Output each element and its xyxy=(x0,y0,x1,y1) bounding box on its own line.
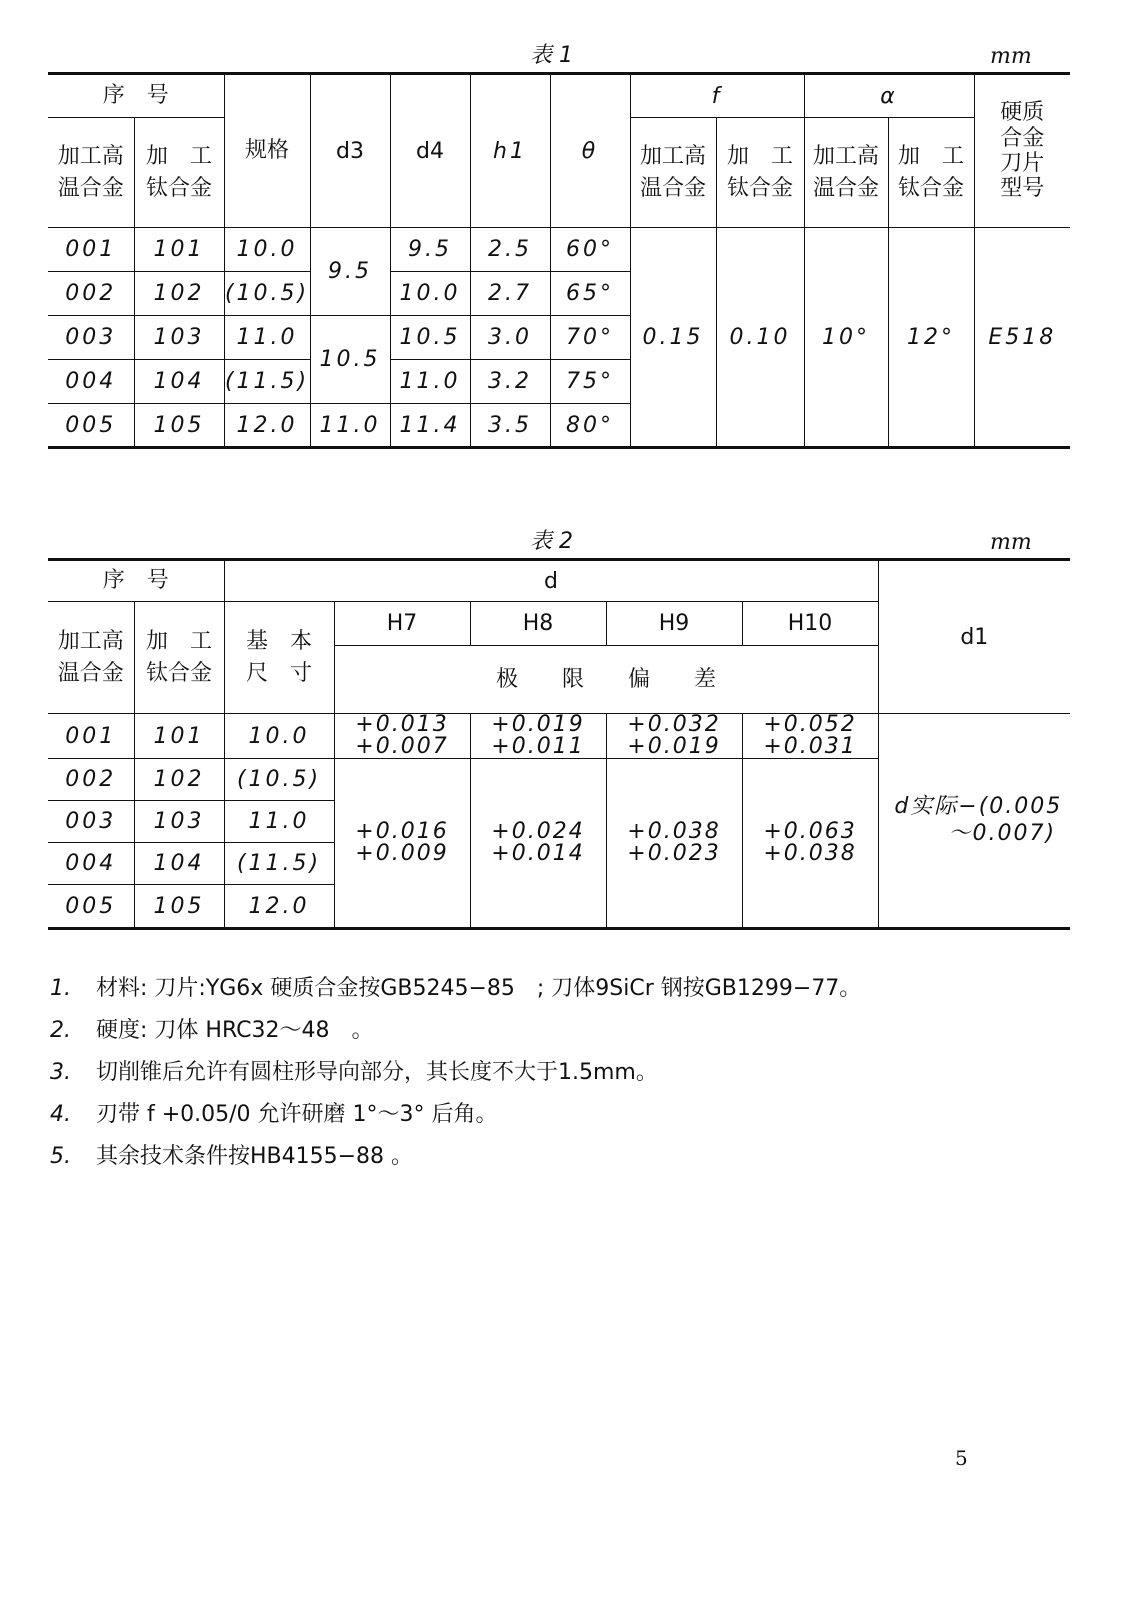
t1-cell-f-ht: 0.15 xyxy=(630,228,716,448)
table-row xyxy=(48,228,1070,272)
t1-cell-d4: 10.0 xyxy=(390,272,470,316)
t1-head-f: f xyxy=(630,74,804,118)
t2-cell-basic: (11.5) xyxy=(224,843,334,885)
t2-cell-d1: d实际−(0.005 ～0.007) xyxy=(878,714,1070,929)
t1-cell-h1: 2.7 xyxy=(470,272,550,316)
note-item xyxy=(50,1010,1110,1052)
t1-cell-carbide: E518 xyxy=(974,228,1070,448)
t2-head-seq: 序 号 xyxy=(48,560,224,602)
t2-cell-ti: 101 xyxy=(134,714,224,759)
t2-head-basic: 基 本 尺 寸 xyxy=(224,602,334,714)
t1-head-a-htalloy: 加工高 温合金 xyxy=(804,118,888,228)
t1-head-a-tialloy: 加 工 钛合金 xyxy=(888,118,974,228)
t2-head-h9: H9 xyxy=(606,602,742,646)
t2-cell-ti: 104 xyxy=(134,843,224,885)
table1-title: 表 1 xyxy=(530,43,573,68)
t1-cell-ht: 005 xyxy=(48,404,134,448)
t1-cell-d4: 11.4 xyxy=(390,404,470,448)
note-number: 4. xyxy=(50,1102,71,1127)
t1-cell-h1: 2.5 xyxy=(470,228,550,272)
t1-cell-d3: 10.5 xyxy=(310,316,390,404)
t2-cell-h8: +0.019 +0.011 xyxy=(470,714,606,759)
t2-cell-ht: 004 xyxy=(48,843,134,885)
t2-head-h10: H10 xyxy=(742,602,878,646)
t2-cell-ht: 003 xyxy=(48,801,134,843)
t2-cell-ht: 001 xyxy=(48,714,134,759)
t1-cell-d4: 10.5 xyxy=(390,316,470,360)
t2-cell-ht: 002 xyxy=(48,759,134,801)
t1-cell-ti: 105 xyxy=(134,404,224,448)
t1-head-seq: 序 号 xyxy=(48,74,224,118)
note-text: 材料: 刀片:YG6x 硬质合金按GB5245−85 ; 刀体9SiCr 钢按GB1299−77。 xyxy=(96,976,862,1001)
t1-cell-ti: 102 xyxy=(134,272,224,316)
t1-head-spec: 规格 xyxy=(224,74,310,228)
t1-cell-d3: 11.0 xyxy=(310,404,390,448)
t2-head-d: d xyxy=(224,560,878,602)
t2-cell-ti: 105 xyxy=(134,885,224,929)
note-item xyxy=(50,1094,1110,1136)
t2-head-d1: d1 xyxy=(878,560,1070,714)
table1 xyxy=(48,72,1070,449)
t2-cell-basic: 10.0 xyxy=(224,714,334,759)
t1-cell-spec: 12.0 xyxy=(224,404,310,448)
t2-cell-ti: 103 xyxy=(134,801,224,843)
t1-cell-a-ht: 10° xyxy=(804,228,888,448)
t2-cell-basic: (10.5) xyxy=(224,759,334,801)
t1-cell-ti: 103 xyxy=(134,316,224,360)
t1-head-f-htalloy: 加工高 温合金 xyxy=(630,118,716,228)
note-number: 3. xyxy=(50,1060,71,1085)
page-number: 5 xyxy=(955,1446,968,1470)
t1-cell-theta: 60° xyxy=(550,228,630,272)
t1-head-theta: θ xyxy=(550,74,630,228)
t2-head-deviation: 极 限 偏 差 xyxy=(334,646,878,714)
note-text: 刃带 f +0.05/0 允许研磨 1°～3° 后角。 xyxy=(96,1102,498,1127)
t1-cell-ht: 002 xyxy=(48,272,134,316)
table-row xyxy=(48,714,1070,759)
t2-cell-h8-rest: +0.024 +0.014 xyxy=(470,759,606,929)
t1-head-f-tialloy: 加 工 钛合金 xyxy=(716,118,804,228)
note-number: 2. xyxy=(50,1018,71,1043)
t2-cell-h10: +0.052 +0.031 xyxy=(742,714,878,759)
t1-cell-ht: 001 xyxy=(48,228,134,272)
t1-cell-d4: 11.0 xyxy=(390,360,470,404)
t2-cell-basic: 11.0 xyxy=(224,801,334,843)
t1-head-htalloy: 加工高 温合金 xyxy=(48,118,134,228)
t1-cell-h1: 3.2 xyxy=(470,360,550,404)
t1-head-carbide: 硬质 合金 刀片 型号 xyxy=(974,74,1070,228)
t1-head-d4: d4 xyxy=(390,74,470,228)
note-text: 切削锥后允许有圆柱形导向部分，其长度不大于1.5mm。 xyxy=(96,1060,658,1085)
t1-cell-theta: 65° xyxy=(550,272,630,316)
t2-head-h7: H7 xyxy=(334,602,470,646)
t2-cell-h7-rest: +0.016 +0.009 xyxy=(334,759,470,929)
note-item xyxy=(50,1052,1110,1094)
t2-cell-h9-rest: +0.038 +0.023 xyxy=(606,759,742,929)
t1-head-alpha: α xyxy=(804,74,974,118)
t1-cell-h1: 3.0 xyxy=(470,316,550,360)
t2-cell-h9: +0.032 +0.019 xyxy=(606,714,742,759)
note-item xyxy=(50,968,1110,1010)
t1-cell-h1: 3.5 xyxy=(470,404,550,448)
t1-cell-ht: 003 xyxy=(48,316,134,360)
t1-cell-ht: 004 xyxy=(48,360,134,404)
note-text: 其余技术条件按HB4155−88 。 xyxy=(96,1144,414,1169)
note-number: 5. xyxy=(50,1144,71,1169)
t2-head-htalloy: 加工高 温合金 xyxy=(48,602,134,714)
table2-unit: mm xyxy=(990,530,1032,555)
t1-cell-a-ti: 12° xyxy=(888,228,974,448)
t2-cell-h7: +0.013 +0.007 xyxy=(334,714,470,759)
note-number: 1. xyxy=(50,976,71,1001)
t1-cell-spec: (11.5) xyxy=(224,360,310,404)
t1-cell-theta: 70° xyxy=(550,316,630,360)
note-item xyxy=(50,1136,1110,1178)
table2-title: 表 2 xyxy=(530,529,573,554)
t1-head-d3: d3 xyxy=(310,74,390,228)
t1-cell-spec: 10.0 xyxy=(224,228,310,272)
notes-list xyxy=(50,968,1110,1178)
t1-head-h1: h1 xyxy=(470,74,550,228)
t1-cell-ti: 101 xyxy=(134,228,224,272)
t1-cell-f-ti: 0.10 xyxy=(716,228,804,448)
t1-cell-theta: 80° xyxy=(550,404,630,448)
table2 xyxy=(48,558,1070,930)
t2-cell-ht: 005 xyxy=(48,885,134,929)
t1-cell-theta: 75° xyxy=(550,360,630,404)
t2-cell-basic: 12.0 xyxy=(224,885,334,929)
t2-head-h8: H8 xyxy=(470,602,606,646)
t1-cell-d3: 9.5 xyxy=(310,228,390,316)
t2-cell-h10-rest: +0.063 +0.038 xyxy=(742,759,878,929)
note-text: 硬度: 刀体 HRC32～48 。 xyxy=(96,1018,374,1043)
table1-unit: mm xyxy=(990,44,1032,69)
t1-head-tialloy: 加 工 钛合金 xyxy=(134,118,224,228)
t1-cell-d4: 9.5 xyxy=(390,228,470,272)
t1-cell-spec: 11.0 xyxy=(224,316,310,360)
t1-cell-spec: (10.5) xyxy=(224,272,310,316)
t1-cell-ti: 104 xyxy=(134,360,224,404)
t2-head-tialloy: 加 工 钛合金 xyxy=(134,602,224,714)
t2-cell-ti: 102 xyxy=(134,759,224,801)
